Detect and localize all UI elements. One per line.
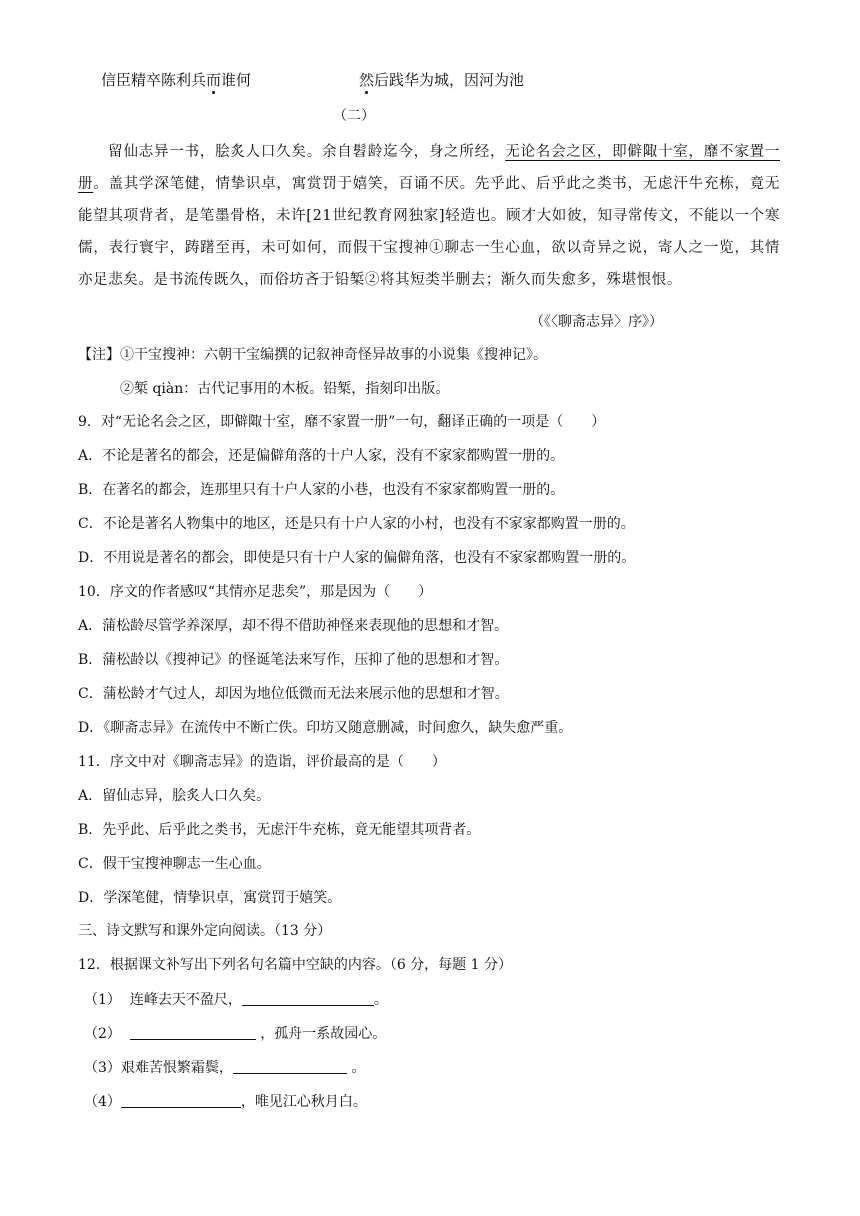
q9-option-a[interactable]: A．不论是著名的都会，还是偏僻角落的十户人家，没有不家家都购置一册的。 bbox=[78, 448, 565, 464]
note-2: ②椠 qiàn：古代记事用的木板。铅椠，指刻印出版。 bbox=[120, 381, 450, 397]
passage-source: （《〈聊斋志异〉序》） bbox=[530, 314, 663, 330]
passage-part-2: 。盖其学深笔健，情挚识卓，寓赏罚于嬉笑，百诵不厌。先乎此、后乎此之类书，无虑汗牛充栋，竟无能望其项背者，是笔墨骨格，未许[21世纪教育网独家]轻造也。顾才大如彼，知寻常传文，不能以一个寒儒，表行寰宇，踌躇至再，未可如何，而假干宝搜神①聊志一生心血，欲以奇异之说，寄人之一览，其情亦足悲矣。是书流传既久，而俗坊吝于铅椠②将其短类半删去；渐久而失愈多，殊堪恨恨。 bbox=[78, 176, 780, 288]
q11-option-c[interactable]: C．假干宝搜神聊志一生心血。 bbox=[78, 856, 271, 872]
q9-stem: 9．对“无论名会之区，即僻陬十室，靡不家置一册”一句，翻译正确的一项是（ ） bbox=[78, 414, 606, 430]
answer-blank[interactable] bbox=[242, 989, 374, 1006]
top-line-right: 然后践华为城，因河为池 bbox=[359, 71, 525, 89]
top-line-left: 信臣精卒陈利兵而谁何 bbox=[101, 71, 252, 89]
q12-stem: 12．根据课文补写出下列名句名篇中空缺的内容。（6 分，每题 1 分） bbox=[78, 957, 512, 973]
passage bbox=[78, 136, 780, 296]
q10-option-b[interactable]: B．蒲松龄以《搜神记》的怪诞笔法来写作，压抑了他的思想和才智。 bbox=[78, 652, 509, 668]
q11-stem: 11．序文中对《聊斋志异》的造诣，评价最高的是（ ） bbox=[78, 754, 446, 770]
emphasis-dot-char: 然 bbox=[359, 71, 375, 89]
q9-option-b[interactable]: B．在著名的都会，连那里只有十户人家的小巷，也没有不家家都购置一册的。 bbox=[78, 482, 565, 498]
section-label: （二） bbox=[333, 108, 375, 124]
underlined-sentence: 无论名会之区，即僻陬十室，靡不家置一册 bbox=[78, 144, 780, 192]
q11-option-d[interactable]: D．学深笔健，情挚识卓，寓赏罚于嬉笑。 bbox=[78, 890, 342, 906]
q10-option-a[interactable]: A．蒲松龄尽管学养深厚，却不得不借助神怪来表现他的思想和才智。 bbox=[78, 618, 509, 634]
q12-item-4: （4） ，唯见江心秋月白。 bbox=[84, 1091, 367, 1112]
q11-option-b[interactable]: B．先乎此、后乎此之类书，无虑汗牛充栋，竟无能望其项背者。 bbox=[78, 822, 481, 838]
q11-option-a[interactable]: A．留仙志异，脍炙人口久矣。 bbox=[78, 788, 271, 804]
section-3-heading: 三、诗文默写和课外定向阅读。（13 分） bbox=[78, 923, 332, 939]
q10-stem: 10．序文的作者感叹“其情亦足悲矣”，那是因为（ ） bbox=[78, 584, 433, 600]
note-1: 【注】①干宝搜神：六朝干宝编撰的记叙神奇怪异故事的小说集《搜神记》。 bbox=[78, 347, 547, 363]
answer-blank[interactable] bbox=[233, 1057, 347, 1074]
answer-blank[interactable] bbox=[130, 1023, 256, 1040]
q10-option-c[interactable]: C．蒲松龄才气过人，却因为地位低微而无法来展示他的思想和才智。 bbox=[78, 686, 509, 702]
q9-option-c[interactable]: C．不论是著名人物集中的地区，还是只有十户人家的小村，也没有不家家都购置一册的。 bbox=[78, 516, 635, 532]
q12-item-2: （2） ，孤舟一系故园心。 bbox=[84, 1023, 386, 1044]
q12-item-1: （1） 连峰去天不盈尺， 。 bbox=[84, 989, 388, 1010]
q10-option-d[interactable]: D．《聊斋志异》在流传中不断亡佚。印坊又随意删减，时间愈久，缺失愈严重。 bbox=[78, 720, 573, 736]
emphasis-dot-char: 而 bbox=[206, 71, 222, 89]
q9-option-d[interactable]: D．不用说是著名的都会，即使是只有十户人家的偏僻角落，也没有不家家都购置一册的。 bbox=[78, 550, 636, 566]
answer-blank[interactable] bbox=[121, 1091, 241, 1108]
passage-part-1: 留仙志异一书，脍炙人口久矣。余自髫龄迄今，身之所经， bbox=[108, 144, 506, 160]
q12-item-3: （3）艰难苦恨繁霜鬓， 。 bbox=[84, 1057, 365, 1078]
